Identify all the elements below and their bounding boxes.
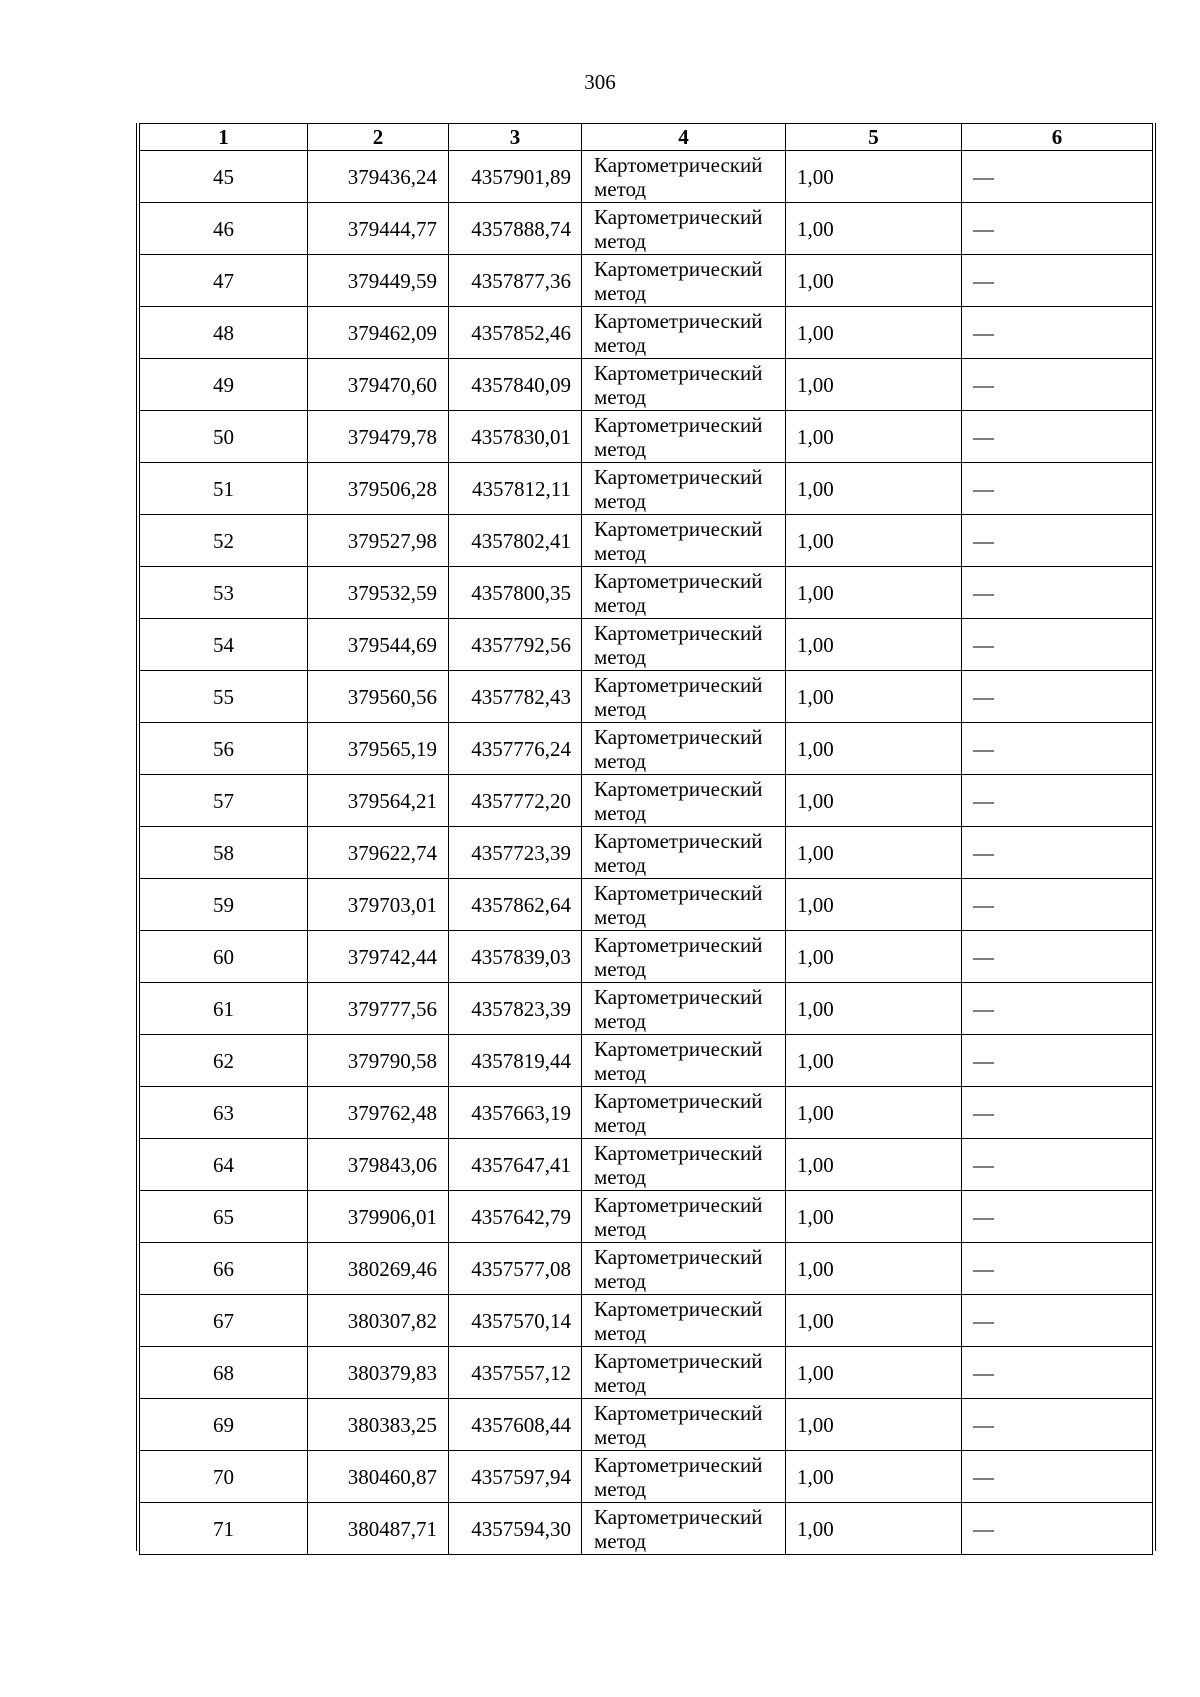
x-coordinate-cell: 380269,46: [308, 1243, 449, 1295]
table-row: [140, 359, 1153, 411]
method-line-2: метод: [594, 436, 647, 461]
note-cell: —: [962, 567, 1153, 619]
method-line-1: Картометрический: [594, 464, 763, 489]
table-row: [140, 1451, 1153, 1503]
y-coordinate-cell: 4357776,24: [449, 723, 582, 775]
x-coordinate-cell: 379462,09: [308, 307, 449, 359]
note-cell: —: [962, 411, 1153, 463]
note-cell: —: [962, 1087, 1153, 1139]
point-number-cell: 49: [140, 359, 308, 411]
method-line-1: Картометрический: [594, 308, 763, 333]
method-line-1: Картометрический: [594, 1504, 763, 1529]
method-cell: [582, 1399, 786, 1451]
table-row: [140, 1191, 1153, 1243]
y-coordinate-cell: 4357852,46: [449, 307, 582, 359]
method-cell: [582, 463, 786, 515]
method-line-2: метод: [594, 332, 647, 357]
accuracy-cell: 1,00: [786, 1399, 962, 1451]
method-line-2: метод: [594, 1216, 647, 1241]
point-number-cell: 56: [140, 723, 308, 775]
note-cell: —: [962, 827, 1153, 879]
x-coordinate-cell: 379436,24: [308, 151, 449, 203]
y-coordinate-cell: 4357642,79: [449, 1191, 582, 1243]
x-coordinate-cell: 379843,06: [308, 1139, 449, 1191]
accuracy-cell: 1,00: [786, 671, 962, 723]
x-coordinate-cell: 379444,77: [308, 203, 449, 255]
note-cell: —: [962, 879, 1153, 931]
method-line-1: Картометрический: [594, 1400, 763, 1425]
table-header-row: [140, 124, 1153, 151]
point-number-cell: 51: [140, 463, 308, 515]
accuracy-cell: 1,00: [786, 983, 962, 1035]
x-coordinate-cell: 379565,19: [308, 723, 449, 775]
note-cell: —: [962, 359, 1153, 411]
x-coordinate-cell: 380487,71: [308, 1503, 449, 1555]
point-number-cell: 67: [140, 1295, 308, 1347]
method-line-1: Картометрический: [594, 828, 763, 853]
method-line-2: метод: [594, 904, 647, 929]
accuracy-cell: 1,00: [786, 1503, 962, 1555]
method-line-1: Картометрический: [594, 516, 763, 541]
x-coordinate-cell: 379449,59: [308, 255, 449, 307]
note-cell: —: [962, 983, 1153, 1035]
note-cell: —: [962, 1191, 1153, 1243]
method-line-2: метод: [594, 956, 647, 981]
accuracy-cell: 1,00: [786, 1139, 962, 1191]
y-coordinate-cell: 4357802,41: [449, 515, 582, 567]
method-line-2: метод: [594, 280, 647, 305]
method-cell: [582, 359, 786, 411]
table-row: [140, 515, 1153, 567]
accuracy-cell: 1,00: [786, 1087, 962, 1139]
y-coordinate-cell: 4357663,19: [449, 1087, 582, 1139]
method-line-1: Картометрический: [594, 152, 763, 177]
y-coordinate-cell: 4357877,36: [449, 255, 582, 307]
point-number-cell: 70: [140, 1451, 308, 1503]
table-row: [140, 1399, 1153, 1451]
method-cell: [582, 671, 786, 723]
table-row: [140, 567, 1153, 619]
method-cell: [582, 827, 786, 879]
method-line-2: метод: [594, 696, 647, 721]
method-cell: [582, 983, 786, 1035]
note-cell: —: [962, 1139, 1153, 1191]
y-coordinate-cell: 4357647,41: [449, 1139, 582, 1191]
table-row: [140, 307, 1153, 359]
table-row: [140, 1087, 1153, 1139]
x-coordinate-cell: 379544,69: [308, 619, 449, 671]
right-margin-rule: [1155, 123, 1156, 1551]
method-line-2: метод: [594, 800, 647, 825]
y-coordinate-cell: 4357597,94: [449, 1451, 582, 1503]
x-coordinate-cell: 380460,87: [308, 1451, 449, 1503]
y-coordinate-cell: 4357570,14: [449, 1295, 582, 1347]
x-coordinate-cell: 380379,83: [308, 1347, 449, 1399]
method-line-1: Картометрический: [594, 360, 763, 385]
table-row: [140, 619, 1153, 671]
point-number-cell: 68: [140, 1347, 308, 1399]
point-number-cell: 64: [140, 1139, 308, 1191]
note-cell: —: [962, 1035, 1153, 1087]
x-coordinate-cell: 379622,74: [308, 827, 449, 879]
accuracy-cell: 1,00: [786, 879, 962, 931]
point-number-cell: 62: [140, 1035, 308, 1087]
x-coordinate-cell: 379527,98: [308, 515, 449, 567]
y-coordinate-cell: 4357557,12: [449, 1347, 582, 1399]
method-cell: [582, 931, 786, 983]
method-line-1: Картометрический: [594, 1088, 763, 1113]
accuracy-cell: 1,00: [786, 619, 962, 671]
method-cell: [582, 1087, 786, 1139]
y-coordinate-cell: 4357819,44: [449, 1035, 582, 1087]
method-line-1: Картометрический: [594, 412, 763, 437]
table-row: [140, 1503, 1153, 1555]
point-number-cell: 66: [140, 1243, 308, 1295]
method-line-2: метод: [594, 228, 647, 253]
point-number-cell: 57: [140, 775, 308, 827]
point-number-cell: 52: [140, 515, 308, 567]
method-line-1: Картометрический: [594, 204, 763, 229]
method-line-2: метод: [594, 748, 647, 773]
x-coordinate-cell: 379564,21: [308, 775, 449, 827]
page-number: 306: [584, 70, 616, 94]
method-line-2: метод: [594, 1424, 647, 1449]
x-coordinate-cell: 379470,60: [308, 359, 449, 411]
accuracy-cell: 1,00: [786, 359, 962, 411]
point-number-cell: 60: [140, 931, 308, 983]
method-line-1: Картометрический: [594, 724, 763, 749]
method-line-2: метод: [594, 1164, 647, 1189]
y-coordinate-cell: 4357792,56: [449, 619, 582, 671]
y-coordinate-cell: 4357577,08: [449, 1243, 582, 1295]
y-coordinate-cell: 4357594,30: [449, 1503, 582, 1555]
point-number-cell: 45: [140, 151, 308, 203]
note-cell: —: [962, 203, 1153, 255]
note-cell: —: [962, 1503, 1153, 1555]
method-cell: [582, 255, 786, 307]
method-line-1: Картометрический: [594, 568, 763, 593]
header-col-6: 6: [962, 124, 1153, 151]
y-coordinate-cell: 4357772,20: [449, 775, 582, 827]
y-coordinate-cell: 4357888,74: [449, 203, 582, 255]
table-row: [140, 1295, 1153, 1347]
method-line-1: Картометрический: [594, 932, 763, 957]
note-cell: —: [962, 463, 1153, 515]
method-cell: [582, 1139, 786, 1191]
y-coordinate-cell: 4357830,01: [449, 411, 582, 463]
point-number-cell: 47: [140, 255, 308, 307]
accuracy-cell: 1,00: [786, 203, 962, 255]
note-cell: —: [962, 1399, 1153, 1451]
x-coordinate-cell: 379742,44: [308, 931, 449, 983]
method-line-1: Картометрический: [594, 1348, 763, 1373]
x-coordinate-cell: 379703,01: [308, 879, 449, 931]
method-line-1: Картометрический: [594, 1192, 763, 1217]
x-coordinate-cell: 379560,56: [308, 671, 449, 723]
table-row: [140, 983, 1153, 1035]
method-line-1: Картометрический: [594, 1296, 763, 1321]
method-line-1: Картометрический: [594, 1140, 763, 1165]
method-cell: [582, 1191, 786, 1243]
accuracy-cell: 1,00: [786, 1451, 962, 1503]
method-cell: [582, 151, 786, 203]
point-number-cell: 58: [140, 827, 308, 879]
point-number-cell: 65: [140, 1191, 308, 1243]
method-line-1: Картометрический: [594, 672, 763, 697]
x-coordinate-cell: 380383,25: [308, 1399, 449, 1451]
accuracy-cell: 1,00: [786, 151, 962, 203]
note-cell: —: [962, 931, 1153, 983]
table-row: [140, 671, 1153, 723]
method-cell: [582, 1451, 786, 1503]
note-cell: —: [962, 515, 1153, 567]
method-line-2: метод: [594, 592, 647, 617]
y-coordinate-cell: 4357901,89: [449, 151, 582, 203]
y-coordinate-cell: 4357862,64: [449, 879, 582, 931]
accuracy-cell: 1,00: [786, 515, 962, 567]
method-cell: [582, 879, 786, 931]
x-coordinate-cell: 379790,58: [308, 1035, 449, 1087]
table-row: [140, 1243, 1153, 1295]
header-col-3: 3: [449, 124, 582, 151]
note-cell: —: [962, 723, 1153, 775]
note-cell: —: [962, 307, 1153, 359]
accuracy-cell: 1,00: [786, 1191, 962, 1243]
accuracy-cell: 1,00: [786, 567, 962, 619]
table-row: [140, 411, 1153, 463]
note-cell: —: [962, 1243, 1153, 1295]
header-col-1: 1: [140, 124, 308, 151]
method-line-2: метод: [594, 540, 647, 565]
accuracy-cell: 1,00: [786, 255, 962, 307]
point-number-cell: 53: [140, 567, 308, 619]
point-number-cell: 59: [140, 879, 308, 931]
method-cell: [582, 1347, 786, 1399]
method-line-2: метод: [594, 1476, 647, 1501]
x-coordinate-cell: 379479,78: [308, 411, 449, 463]
coordinates-table: [139, 123, 1153, 1555]
method-cell: [582, 411, 786, 463]
method-line-1: Картометрический: [594, 1452, 763, 1477]
method-cell: [582, 203, 786, 255]
method-cell: [582, 1503, 786, 1555]
x-coordinate-cell: 379506,28: [308, 463, 449, 515]
method-line-1: Картометрический: [594, 1036, 763, 1061]
table-body: [140, 151, 1153, 1555]
point-number-cell: 63: [140, 1087, 308, 1139]
accuracy-cell: 1,00: [786, 931, 962, 983]
accuracy-cell: 1,00: [786, 307, 962, 359]
method-cell: [582, 1295, 786, 1347]
method-line-1: Картометрический: [594, 620, 763, 645]
accuracy-cell: 1,00: [786, 1295, 962, 1347]
note-cell: —: [962, 619, 1153, 671]
note-cell: —: [962, 255, 1153, 307]
note-cell: —: [962, 775, 1153, 827]
table-row: [140, 723, 1153, 775]
table-row: [140, 827, 1153, 879]
point-number-cell: 55: [140, 671, 308, 723]
method-cell: [582, 619, 786, 671]
y-coordinate-cell: 4357723,39: [449, 827, 582, 879]
note-cell: —: [962, 1451, 1153, 1503]
accuracy-cell: 1,00: [786, 1347, 962, 1399]
method-line-1: Картометрический: [594, 984, 763, 1009]
coordinates-table-container: [139, 123, 1152, 1555]
accuracy-cell: 1,00: [786, 411, 962, 463]
method-line-2: метод: [594, 852, 647, 877]
table-row: [140, 151, 1153, 203]
y-coordinate-cell: 4357823,39: [449, 983, 582, 1035]
accuracy-cell: 1,00: [786, 1243, 962, 1295]
x-coordinate-cell: 379532,59: [308, 567, 449, 619]
method-cell: [582, 515, 786, 567]
method-cell: [582, 307, 786, 359]
method-line-2: метод: [594, 1008, 647, 1033]
y-coordinate-cell: 4357839,03: [449, 931, 582, 983]
y-coordinate-cell: 4357608,44: [449, 1399, 582, 1451]
method-cell: [582, 723, 786, 775]
point-number-cell: 48: [140, 307, 308, 359]
y-coordinate-cell: 4357782,43: [449, 671, 582, 723]
method-line-2: метод: [594, 644, 647, 669]
table-row: [140, 463, 1153, 515]
table-row: [140, 1139, 1153, 1191]
method-line-2: метод: [594, 1320, 647, 1345]
method-line-2: метод: [594, 1060, 647, 1085]
table-row: [140, 1035, 1153, 1087]
header-col-5: 5: [786, 124, 962, 151]
point-number-cell: 50: [140, 411, 308, 463]
method-line-1: Картометрический: [594, 256, 763, 281]
note-cell: —: [962, 151, 1153, 203]
x-coordinate-cell: 379762,48: [308, 1087, 449, 1139]
x-coordinate-cell: 379906,01: [308, 1191, 449, 1243]
method-line-1: Картометрический: [594, 776, 763, 801]
table-row: [140, 203, 1153, 255]
accuracy-cell: 1,00: [786, 723, 962, 775]
method-line-2: метод: [594, 1112, 647, 1137]
method-line-1: Картометрический: [594, 1244, 763, 1269]
note-cell: —: [962, 1347, 1153, 1399]
table-row: [140, 1347, 1153, 1399]
method-line-2: метод: [594, 384, 647, 409]
table-row: [140, 775, 1153, 827]
method-cell: [582, 1035, 786, 1087]
accuracy-cell: 1,00: [786, 775, 962, 827]
header-col-2: 2: [308, 124, 449, 151]
method-cell: [582, 567, 786, 619]
method-line-2: метод: [594, 1528, 647, 1553]
method-cell: [582, 1243, 786, 1295]
table-row: [140, 255, 1153, 307]
method-cell: [582, 775, 786, 827]
point-number-cell: 46: [140, 203, 308, 255]
y-coordinate-cell: 4357800,35: [449, 567, 582, 619]
note-cell: —: [962, 671, 1153, 723]
header-col-4: 4: [582, 124, 786, 151]
accuracy-cell: 1,00: [786, 1035, 962, 1087]
y-coordinate-cell: 4357840,09: [449, 359, 582, 411]
point-number-cell: 61: [140, 983, 308, 1035]
accuracy-cell: 1,00: [786, 827, 962, 879]
y-coordinate-cell: 4357812,11: [449, 463, 582, 515]
left-margin-rule: [136, 123, 137, 1551]
method-line-2: метод: [594, 176, 647, 201]
table-row: [140, 931, 1153, 983]
method-line-1: Картометрический: [594, 880, 763, 905]
note-cell: —: [962, 1295, 1153, 1347]
method-line-2: метод: [594, 1268, 647, 1293]
point-number-cell: 71: [140, 1503, 308, 1555]
x-coordinate-cell: 379777,56: [308, 983, 449, 1035]
point-number-cell: 54: [140, 619, 308, 671]
method-line-2: метод: [594, 488, 647, 513]
point-number-cell: 69: [140, 1399, 308, 1451]
table-row: [140, 879, 1153, 931]
accuracy-cell: 1,00: [786, 463, 962, 515]
method-line-2: метод: [594, 1372, 647, 1397]
x-coordinate-cell: 380307,82: [308, 1295, 449, 1347]
